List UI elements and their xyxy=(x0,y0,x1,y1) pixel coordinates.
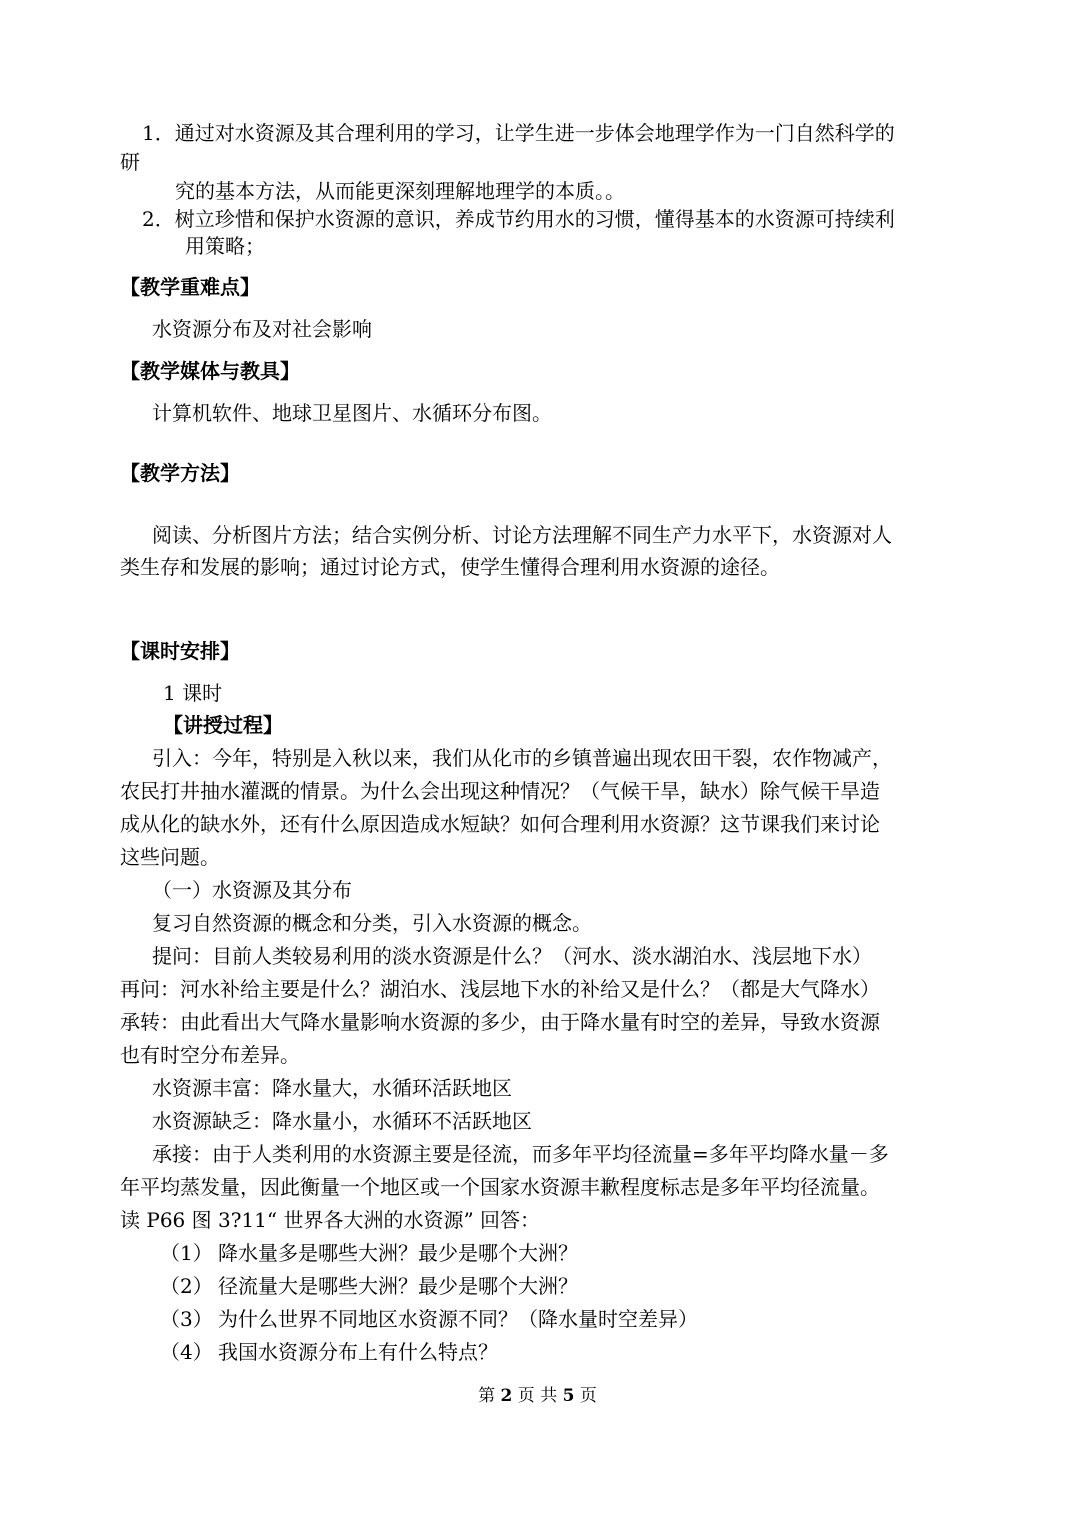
question-text: 径流量大是哪些大洲？最少是哪个大洲？ xyxy=(218,1274,578,1298)
process-line: 再问：河水补给主要是什么？湖泊水、浅层地下水的补给又是什么？（都是大气降水） xyxy=(120,977,880,1001)
schedule-text: 1 课时 xyxy=(163,681,223,705)
process-line: 水资源缺乏：降水量小，水循环不活跃地区 xyxy=(152,1109,532,1133)
difficulty-heading: 【教学重难点】 xyxy=(120,275,260,299)
process-heading: 【讲授过程】 xyxy=(163,713,283,737)
process-line: 复习自然资源的概念和分类，引入水资源的概念。 xyxy=(152,911,592,935)
objective-1-line-2: 研 xyxy=(120,150,140,174)
question-text: 降水量多是哪些大洲？最少是哪个大洲？ xyxy=(218,1241,578,1265)
process-line: 年平均蒸发量，因此衡量一个地区或一个国家水资源丰歉程度标志是多年平均径流量。 xyxy=(120,1175,880,1199)
question-number: （3） xyxy=(160,1307,213,1331)
question-number: （1） xyxy=(160,1241,213,1265)
method-heading: 【教学方法】 xyxy=(120,461,240,485)
process-line: 引入：今年，特别是入秋以来，我们从化市的乡镇普遍出现农田干裂，农作物减产， xyxy=(152,746,892,770)
question-number: （2） xyxy=(160,1274,213,1298)
difficulty-text: 水资源分布及对社会影响 xyxy=(152,317,372,341)
footer-middle: 页 共 xyxy=(517,1386,558,1406)
schedule-heading: 【课时安排】 xyxy=(120,639,240,663)
footer-suffix: 页 xyxy=(579,1386,597,1406)
question-number: （4） xyxy=(160,1340,213,1364)
process-line: 承接：由于人类利用的水资源主要是径流，而多年平均径流量=多年平均降水量－多 xyxy=(152,1142,889,1166)
process-line: 水资源丰富：降水量大，水循环活跃地区 xyxy=(152,1076,512,1100)
process-line: 成从化的缺水外，还有什么原因造成水短缺？如何合理利用水资源？这节课我们来讨论 xyxy=(120,812,880,836)
method-line-2: 类生存和发展的影响；通过讨论方式，使学生懂得合理利用水资源的途径。 xyxy=(120,555,780,579)
footer-page-number: 2 xyxy=(500,1386,513,1406)
media-text: 计算机软件、地球卫星图片、水循环分布图。 xyxy=(152,401,552,425)
footer-total-pages: 5 xyxy=(562,1386,575,1406)
objective-2-line-2: 用策略； xyxy=(185,234,265,258)
process-line: 这些问题。 xyxy=(120,845,220,869)
process-line: 读 P66 图 3?11“ 世界各大洲的水资源” 回答： xyxy=(120,1208,541,1232)
page-footer xyxy=(0,1384,1075,1408)
objective-1-line-3: 究的基本方法，从而能更深刻理解地理学的本质。。 xyxy=(175,179,625,203)
section-title-water-resources: （一）水资源及其分布 xyxy=(152,878,352,902)
question-text: 为什么世界不同地区水资源不同？（降水量时空差异） xyxy=(218,1307,698,1331)
process-line: 承转：由此看出大气降水量影响水资源的多少，由于降水量有时空的差异，导致水资源 xyxy=(120,1010,880,1034)
process-line: 也有时空分布差异。 xyxy=(120,1043,300,1067)
objective-1-line-1: 1．通过对水资源及其合理利用的学习，让学生进一步体会地理学作为一门自然科学的 xyxy=(142,121,895,145)
footer-prefix: 第 xyxy=(478,1386,496,1406)
process-line: 提问：目前人类较易利用的淡水资源是什么？（河水、淡水湖泊水、浅层地下水） xyxy=(152,944,872,968)
method-line-1: 阅读、分析图片方法；结合实例分析、讨论方法理解不同生产力水平下，水资源对人 xyxy=(152,523,892,547)
objective-2-line-1: 2．树立珍惜和保护水资源的意识，养成节约用水的习惯，懂得基本的水资源可持续利 xyxy=(142,207,895,231)
media-heading: 【教学媒体与教具】 xyxy=(120,359,300,383)
process-line: 农民打井抽水灌溉的情景。为什么会出现这种情况？（气候干旱，缺水）除气候干旱造 xyxy=(120,779,880,803)
question-text: 我国水资源分布上有什么特点？ xyxy=(218,1340,498,1364)
